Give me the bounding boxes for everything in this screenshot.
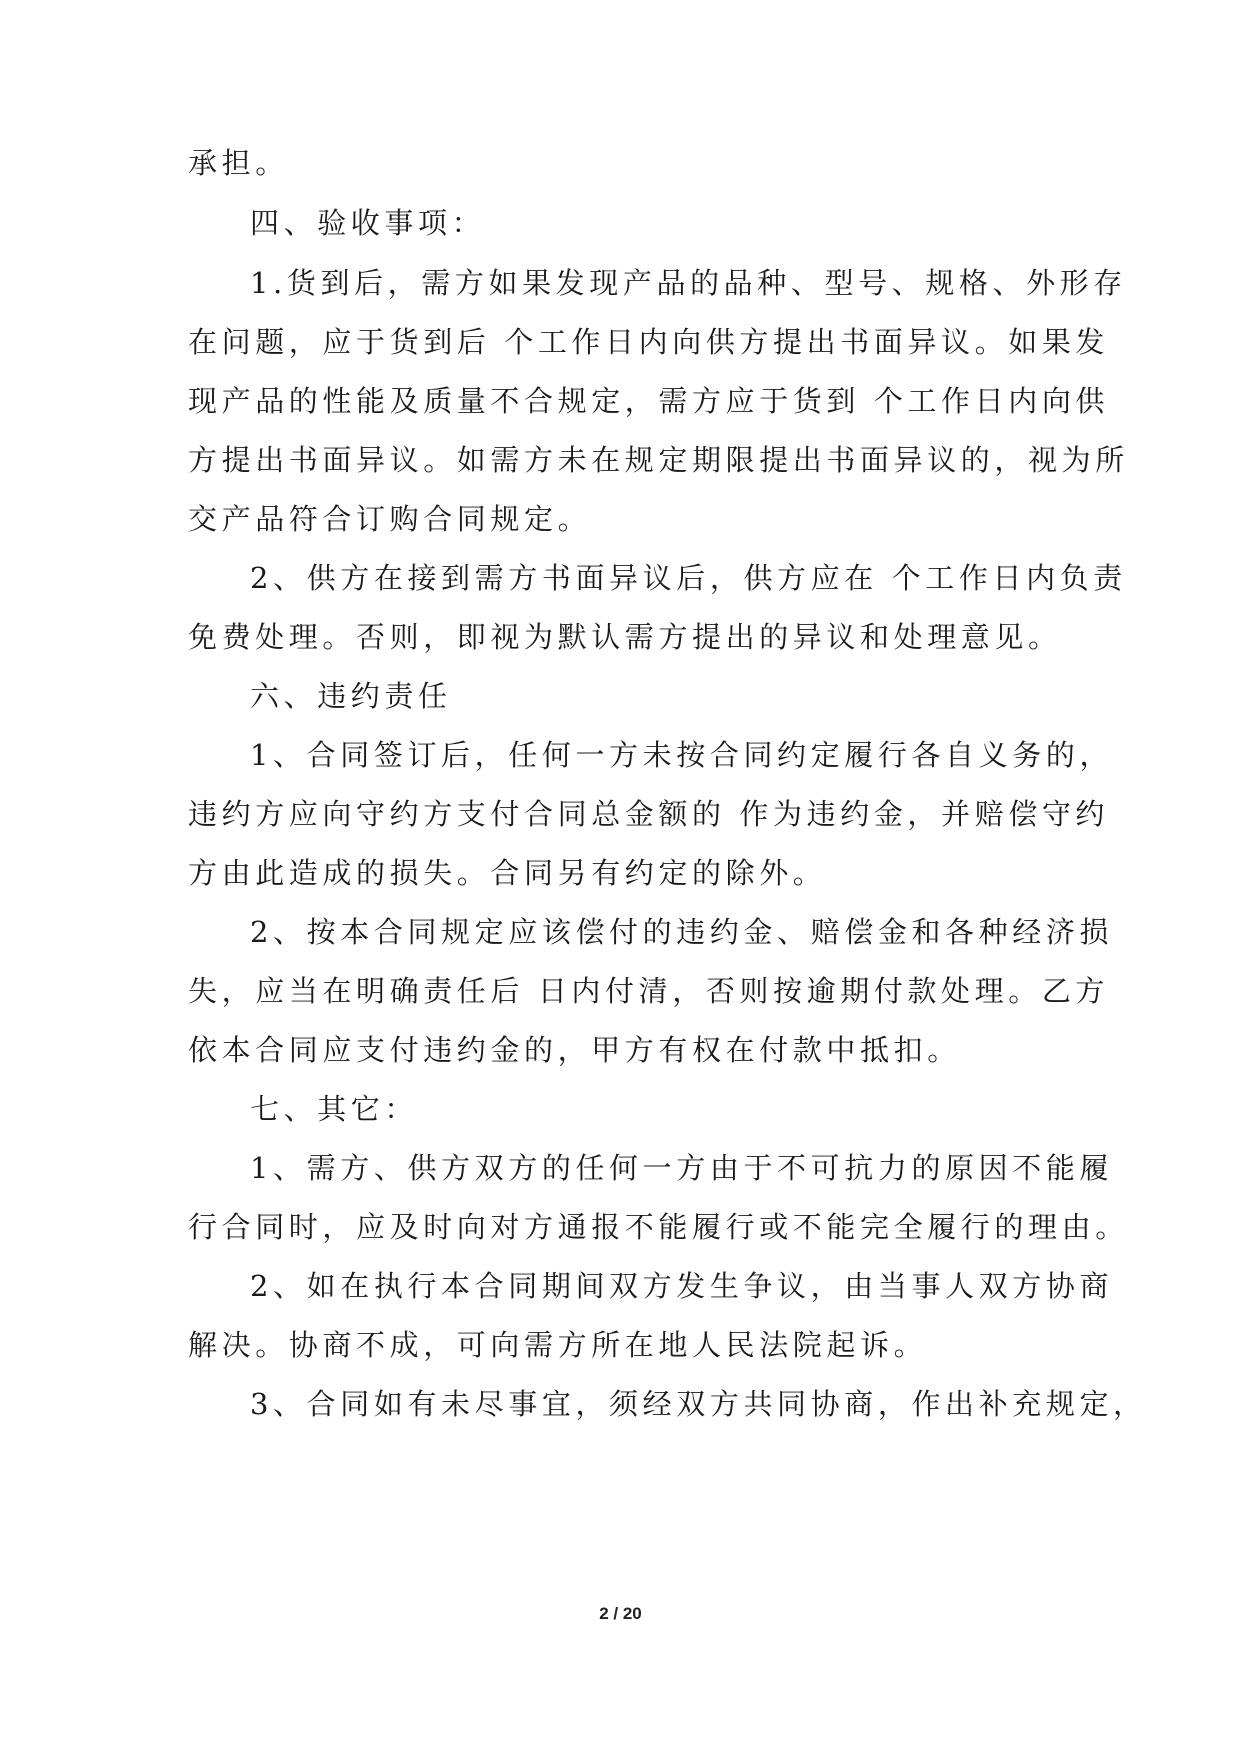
text-line: 1、合同签订后，任何一方未按合同约定履行各自义务的， xyxy=(250,738,1114,772)
section-heading: 六、违约责任 xyxy=(250,679,452,713)
text-line: 1、需方、供方双方的任何一方由于不可抗力的原因不能履 xyxy=(250,1151,1114,1185)
page-number: 2 / 20 xyxy=(599,1604,642,1623)
text-line: 2、如在执行本合同期间双方发生争议，由当事人双方协商 xyxy=(250,1269,1114,1303)
section-heading: 四、验收事项： xyxy=(250,206,486,240)
text-line: 2、按本合同规定应该偿付的违约金、赔偿金和各种经济损 xyxy=(250,915,1114,949)
text-line: 失，应当在明确责任后 日内付清，否则按逾期付款处理。乙方 xyxy=(188,974,1110,1008)
text-line: 1.货到后，需方如果发现产品的品种、型号、规格、外形存 xyxy=(250,266,1127,300)
text-line: 现产品的性能及质量不合规定，需方应于货到 个工作日内向供 xyxy=(188,384,1110,418)
text-line: 违约方应向守约方支付合同总金额的 作为违约金，并赔偿守约 xyxy=(188,797,1110,831)
text-line: 3、合同如有未尽事宜，须经双方共同协商，作出补充规定， xyxy=(250,1387,1147,1421)
text-line: 依本合同应支付违约金的，甲方有权在付款中抵扣。 xyxy=(188,1033,961,1067)
text-line: 承担。 xyxy=(188,146,289,180)
text-line: 交产品符合订购合同规定。 xyxy=(188,502,592,536)
text-line: 解决。协商不成，可向需方所在地人民法院起诉。 xyxy=(188,1328,928,1362)
text-line: 2、供方在接到需方书面异议后，供方应在 个工作日内负责 xyxy=(250,561,1127,595)
text-line: 免费处理。否则，即视为默认需方提出的异议和处理意见。 xyxy=(188,620,1062,654)
section-heading: 七、其它： xyxy=(250,1092,419,1126)
text-line: 行合同时，应及时向对方通报不能履行或不能完全履行的理由。 xyxy=(188,1210,1129,1244)
text-line: 方提出书面异议。如需方未在规定期限提出书面异议的，视为所 xyxy=(188,443,1129,477)
text-line: 方由此造成的损失。合同另有约定的除外。 xyxy=(188,856,827,890)
text-line: 在问题，应于货到后 个工作日内向供方提出书面异议。如果发 xyxy=(188,325,1110,359)
